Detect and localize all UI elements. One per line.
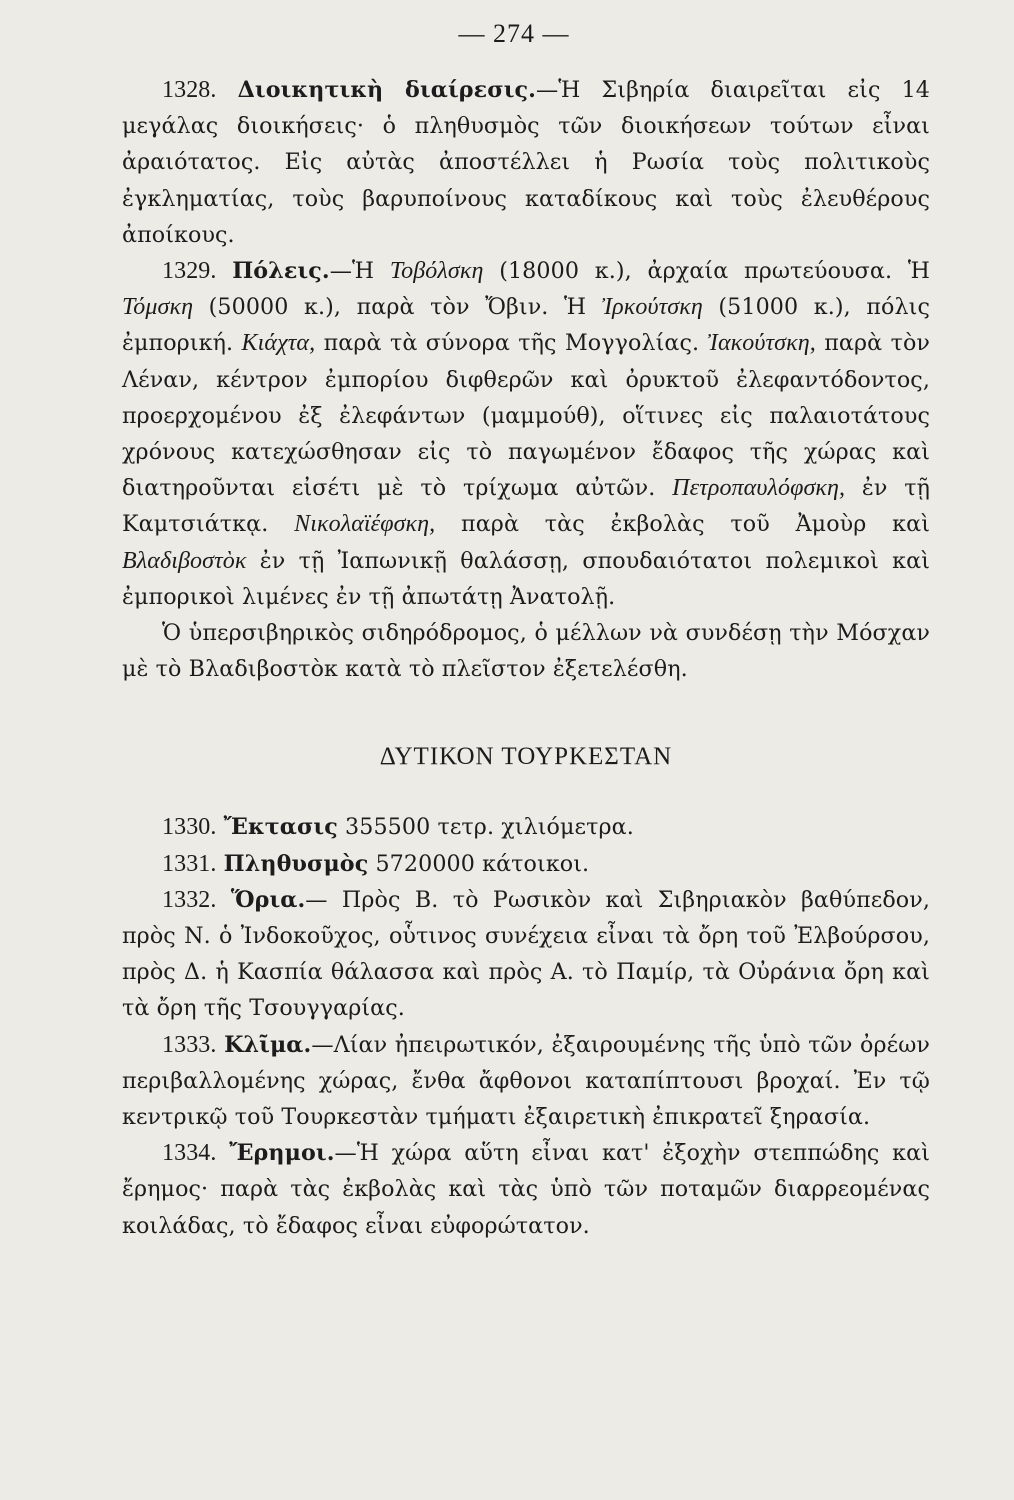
paragraph-heading: Ὅρια. bbox=[230, 886, 306, 913]
city-name: Τοβόλσκη bbox=[389, 258, 484, 285]
paragraph-1330 bbox=[122, 809, 930, 845]
city-name: Ἰακούτσκη, bbox=[707, 330, 816, 357]
paragraph-number: 1330. bbox=[162, 814, 217, 841]
city-name: Νικολαϊέφσκη, bbox=[294, 511, 436, 538]
paragraph-1331 bbox=[122, 846, 930, 882]
page-body bbox=[122, 72, 930, 1244]
paragraph-number: 1333. bbox=[162, 1031, 217, 1058]
text-run: παρὰ τὰς ἐκβολὰς τοῦ Ἀμοὺρ καὶ bbox=[435, 511, 930, 538]
paragraph-text: —Λίαν ἠπειρωτικόν, ἐξαιρουμένης τῆς ὑπὸ τῶν ὀρέων περιβαλλομένης χώρας, ἔνθα ἄφθονοι καταπίπτουσι βροχαί. Ἐν τῷ κεντρικῷ τοῦ Τουρκεστὰν τμήματι ἐξαιρετικὴ ἐπικρατεῖ ξηρασία. bbox=[122, 1031, 931, 1131]
paragraph-1329 bbox=[122, 253, 930, 615]
city-name: Κιάχτα, bbox=[241, 330, 316, 357]
city-name: Ἰρκούτσκη bbox=[601, 294, 703, 321]
section-title: ΔΥΤΙΚΟΝ ΤΟΥΡΚΕΣΤΑΝ bbox=[379, 743, 673, 771]
paragraph-heading: Ἔκτασις bbox=[223, 814, 338, 841]
paragraph-text: — Πρὸς Β. τὸ Ρωσικὸν καὶ Σιβηριακὸν βαθύπεδον, πρὸς Ν. ὁ Ἰνδοκοῦχος, οὗτινος συνέχεια εἶναι τὰ ὄρη τοῦ Ἐλβούρσου, πρὸς Δ. ἡ Κασπία θάλασσα καὶ πρὸς Α. τὸ Παμίρ, τὰ Οὐράνια ὄρη καὶ τὰ ὄρη τῆς Τσουγγαρίας. bbox=[122, 886, 930, 1022]
paragraph-number: 1332. bbox=[162, 886, 217, 913]
text-run: παρὰ τὸν Λέναν, κέντρον ἐμπορίου διφθερῶν καὶ ὀρυκτοῦ ἐλεφαντόδοντος, προερχομένου ἐξ ἐλεφάντων (μαμμούθ), οἵτινες εἰς παλαιοτάτους χρόνους κατεχώσθησαν εἰς τὸ παγωμένον ἔδαφος τῆς χώρας καὶ διατηροῦνται εἰσέτι μὲ τὸ τρίχωμα αὐτῶν. bbox=[122, 330, 931, 502]
paragraph-number: 1329. bbox=[162, 258, 217, 285]
paragraph-1333 bbox=[122, 1027, 930, 1136]
city-name: Πετροπαυλόφσκη, bbox=[672, 475, 846, 502]
text-run: (18000 κ.), ἀρχαία πρωτεύουσα. Ἡ bbox=[483, 258, 930, 285]
text-run: (50000 κ.), παρὰ τὸν Ὄβιν. Ἡ bbox=[193, 294, 602, 321]
text-run: ἐν τῇ Ἰαπωνικῇ θαλάσσῃ, σπουδαιότατοι πολεμικοὶ καὶ ἐμπορικοὶ λιμένες ἐν τῇ ἀπωτάτῃ Ἀνατολῇ. bbox=[122, 547, 930, 610]
paragraph-1334 bbox=[122, 1135, 930, 1244]
paragraph-number: 1328. bbox=[162, 77, 217, 103]
paragraph-heading: Πόλεις. bbox=[232, 258, 330, 285]
text-run: —Ἡ bbox=[329, 258, 390, 285]
paragraph-heading: Πληθυσμὸς bbox=[223, 850, 369, 877]
city-name: Τόμσκη bbox=[122, 294, 194, 321]
paragraph-text: 355500 τετρ. χιλιόμετρα. bbox=[337, 814, 634, 841]
paragraph-1328 bbox=[122, 72, 930, 253]
text-run: (51000 κ.), πόλις ἐμπορική. bbox=[122, 294, 930, 357]
paragraph-heading: Ἔρημοι. bbox=[229, 1140, 335, 1167]
text-run: ἐν τῇ Καμτσιάτκᾳ. bbox=[122, 475, 930, 538]
paragraph-1332 bbox=[122, 882, 930, 1027]
paragraph-text: —Ἡ Σιβηρία διαιρεῖται εἰς 14 μεγάλας διοικήσεις· ὁ πληθυσμὸς τῶν διοικήσεων τούτων εἶναι ἀραιότατος. Εἰς αὐτὰς ἀποστέλλει ἡ Ρωσία τοὺς πολιτικοὺς ἐγκληματίας, τοὺς βαρυποίνους καταδίκους καὶ τοὺς ἐλευθέρους ἀποίκους. bbox=[122, 77, 931, 248]
paragraph-number: 1331. bbox=[162, 850, 217, 877]
paragraph-text: —Ἡ χώρα αὕτη εἶναι κατ' ἐξοχὴν στεππώδης καὶ ἔρημος· παρὰ τὰς ἐκβολὰς καὶ τὰς ὑπὸ τῶν ποταμῶν διαρρεομένας κοιλάδας, τὸ ἔδαφος εἶναι εὐφορώτατον. bbox=[122, 1140, 931, 1239]
paragraph-railway: Ὁ ὑπερσιβηρικὸς σιδηρόδρομος, ὁ μέλλων νὰ συνδέσῃ τὴν Μόσχαν μὲ τὸ Βλαδιβοστὸκ κατὰ τὸ πλεῖστον ἐξετελέσθη. bbox=[122, 620, 930, 683]
paragraph-text: 5720000 κάτοικοι. bbox=[368, 850, 590, 877]
text-run: παρὰ τὰ σύνορα τῆς Μογγολίας. bbox=[315, 330, 708, 357]
city-name: Βλαδιβοστὸκ bbox=[122, 547, 247, 574]
paragraph-number: 1334. bbox=[162, 1140, 217, 1167]
paragraph-heading: Διοικητικὴ διαίρεσις. bbox=[237, 77, 536, 103]
page-number: — 274 — bbox=[458, 19, 570, 48]
paragraph-heading: Κλῖμα. bbox=[224, 1031, 312, 1058]
